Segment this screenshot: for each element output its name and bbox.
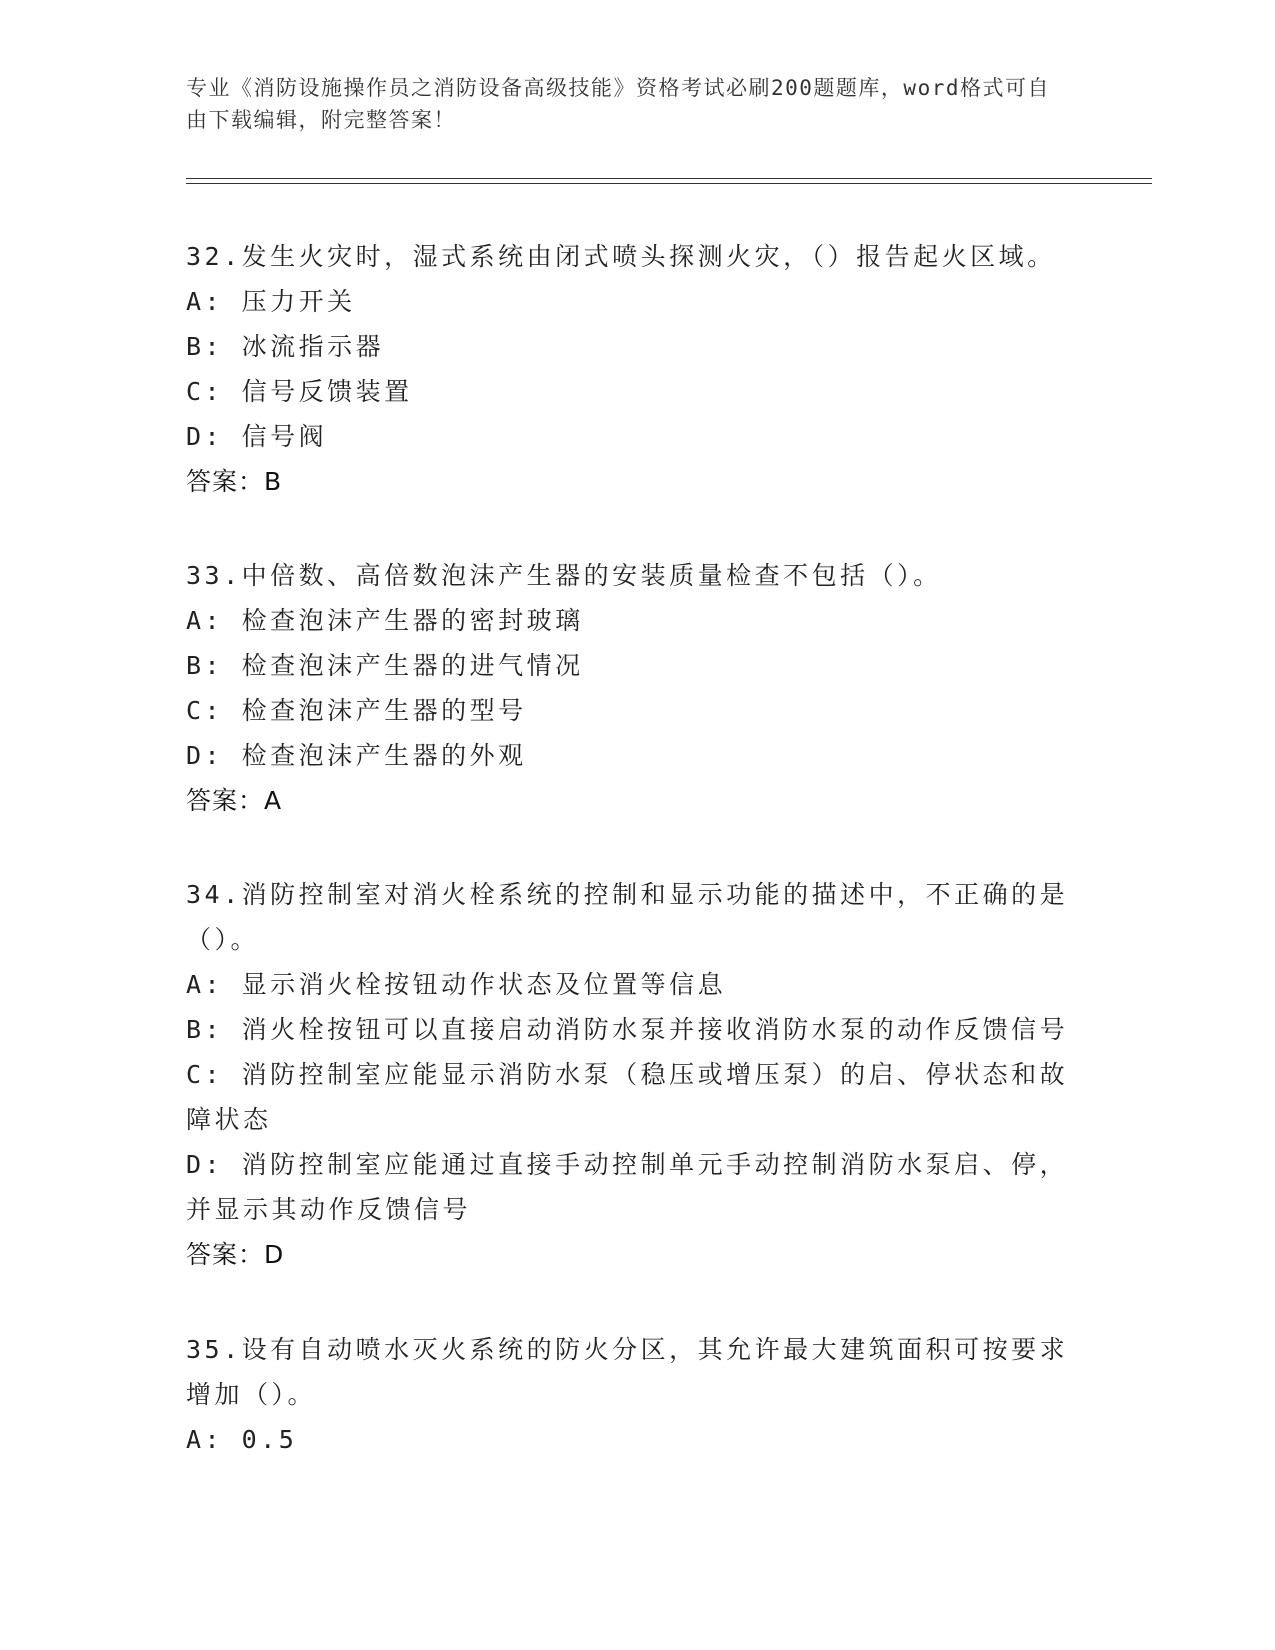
question-32 bbox=[186, 234, 1076, 504]
question-34 bbox=[186, 872, 1076, 1277]
option-d: D: 信号阀 bbox=[186, 422, 328, 451]
question-33 bbox=[186, 553, 1076, 823]
header-divider-bottom bbox=[186, 183, 1152, 184]
question-stem: 35.设有自动喷水灭火系统的防火分区，其允许最大建筑面积可按要求增加（）。 bbox=[186, 1335, 1069, 1409]
option-c: C: 检查泡沫产生器的型号 bbox=[186, 696, 527, 725]
question-stem: 33.中倍数、高倍数泡沫产生器的安装质量检查不包括（）。 bbox=[186, 561, 942, 590]
option-b: B: 冰流指示器 bbox=[186, 332, 385, 361]
document-intro: 专业《消防设施操作员之消防设备高级技能》资格考试必刷200题题库，word格式可自由下载编辑，附完整答案！ bbox=[186, 76, 1050, 132]
option-a: A: 检查泡沫产生器的密封玻璃 bbox=[186, 606, 584, 635]
header-divider-top bbox=[186, 178, 1152, 179]
option-c: C: 消防控制室应能显示消防水泵（稳压或增压泵）的启、停状态和故障状态 bbox=[186, 1060, 1069, 1134]
option-a: A: 压力开关 bbox=[186, 287, 356, 316]
option-a: A: 显示消火栓按钮动作状态及位置等信息 bbox=[186, 970, 727, 999]
option-b: B: 检查泡沫产生器的进气情况 bbox=[186, 651, 584, 680]
option-b: B: 消火栓按钮可以直接启动消防水泵并接收消防水泵的动作反馈信号 bbox=[186, 1015, 1069, 1044]
question-stem: 34.消防控制室对消火栓系统的控制和显示功能的描述中，不正确的是（）。 bbox=[186, 880, 1069, 954]
answer: 答案：B bbox=[186, 467, 283, 496]
answer: 答案：D bbox=[186, 1240, 285, 1269]
question-stem: 32.发生火灾时，湿式系统由闭式喷头探测火灾，（）报告起火区域。 bbox=[186, 242, 1056, 271]
option-c: C: 信号反馈装置 bbox=[186, 377, 413, 406]
answer: 答案：A bbox=[186, 786, 283, 815]
option-d: D: 检查泡沫产生器的外观 bbox=[186, 741, 527, 770]
option-a: A: 0.5 bbox=[186, 1425, 298, 1454]
question-35 bbox=[186, 1327, 1076, 1462]
option-d: D: 消防控制室应能通过直接手动控制单元手动控制消防水泵启、停，并显示其动作反馈信号 bbox=[186, 1150, 1069, 1224]
